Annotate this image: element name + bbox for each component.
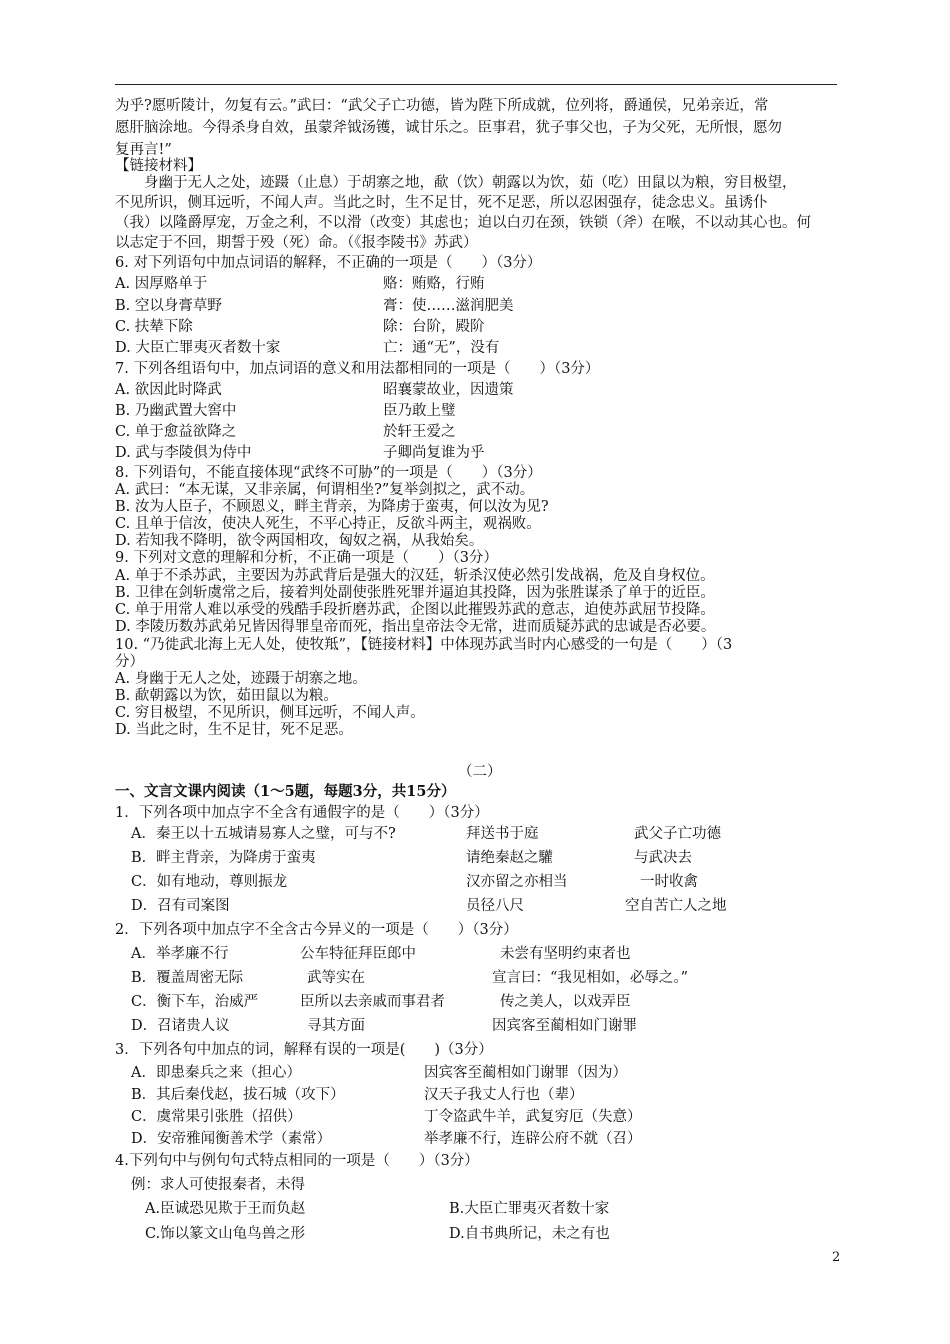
option-col3: 因宾客至蔺相如门谢罪 <box>492 1018 637 1034</box>
option-left: D. 大臣亡罪夷灭者数十家 <box>115 340 281 356</box>
option: A. 身幽于无人之处，迹蹑于胡寨之地。 <box>115 671 367 687</box>
link-material-title: 【链接材料】 <box>115 158 202 174</box>
option-right: 除：台阶，殿阶 <box>383 319 485 335</box>
option-col2: 公车特征拜臣郎中 <box>300 946 416 962</box>
question-stem: 分） <box>115 654 144 670</box>
option-col3: 空自苦亡人之地 <box>625 898 727 914</box>
option-col2: B.大臣亡罪夷灭者数十家 <box>449 1201 610 1217</box>
option: D. 李陵历数苏武弟兄皆因得罪皇帝而死，指出皇帝法令无常，进而质疑苏武的忠诚是否必要。 <box>115 619 716 635</box>
header-rule <box>115 84 837 85</box>
option: D. 若知我不降明，欲令两国相攻，匈奴之祸，从我始矣。 <box>115 533 484 549</box>
option-col3: 与武决去 <box>634 850 692 866</box>
option-col1: B．其后秦伐赵，拔石城（攻下） <box>131 1087 345 1103</box>
option-col1: B．畔主背亲，为降虏于蛮夷 <box>131 850 316 866</box>
option-col1: D．召有司案图 <box>131 898 230 914</box>
option-col1: C．如有地动，尊则振龙 <box>131 874 288 890</box>
option-col2: 臣所以去亲戚而事君者 <box>300 994 445 1010</box>
option-right: 臣乃敢上璧 <box>383 403 456 419</box>
text-line: 身幽于无人之处，迹蹑（止息）于胡寨之地，歃（饮）朝露以为饮，茹（吃）田鼠以为粮，穷目极望， <box>115 175 797 191</box>
option-col2: 汉天子我丈人行也（辈） <box>424 1087 584 1103</box>
option-col1: A.臣诚恐见欺于王而负赵 <box>145 1201 306 1217</box>
option: D. 当此之时，生不足甘，死不足恶。 <box>115 722 353 738</box>
option-col2: 拜送书于庭 <box>466 826 539 842</box>
option-col2: 因宾客至蔺相如门谢罪（因为） <box>424 1065 627 1081</box>
option: B. 歃朝露以为饮，茹田鼠以为粮。 <box>115 688 338 704</box>
option-right: 子卿尚复谁为乎 <box>383 445 485 461</box>
question-stem: 10. “乃徙武北海上无人处，使牧羝”，【链接材料】中体现苏武当时内心感受的一句是（ ）（3 <box>115 637 733 653</box>
question-stem: 6. 对下列语句中加点词语的解释，不正确的一项是（ ）（3分） <box>115 255 542 271</box>
option-col1: D．安帝雅闻衡善术学（素常） <box>131 1131 332 1147</box>
option-col2: 丁令盗武牛羊，武复穷厄（失意） <box>424 1109 642 1125</box>
text-line: 以志定于不回，期誓于殁（死）命。（《报李陵书》苏武） <box>115 235 478 251</box>
option-col2: 举孝廉不行，连辟公府不就（召） <box>424 1131 642 1147</box>
option-col2: 寻其方面 <box>307 1018 365 1034</box>
option-col1: A．即患秦兵之来（担心） <box>131 1065 301 1081</box>
example-sentence: 例：求人可使报秦者，未得 <box>131 1177 305 1193</box>
option-col3: 未尝有坚明约束者也 <box>500 946 631 962</box>
option-left: C. 单于愈益欲降之 <box>115 424 237 440</box>
text-line: 为乎?愿听陵计，勿复有云。”武曰：“武父子亡功德，皆为陛下所成就，位列将，爵通侯，兄弟亲近，常 <box>115 98 769 114</box>
option-col1: A．举孝廉不行 <box>131 946 229 962</box>
text-line: 愿肝脑涂地。今得杀身自效，虽蒙斧钺汤镬，诚甘乐之。臣事君，犹子事父也，子为父死，无所恨，愿勿 <box>115 120 782 136</box>
question-stem: 4.下列句中与例句句式特点相同的一项是（ ）（3分） <box>115 1153 479 1169</box>
question-stem: 3．下列各句中加点的词，解释有误的一项是( )（3分） <box>115 1042 493 1058</box>
option-left: C. 扶辇下除 <box>115 319 193 335</box>
option-right: 膏：使……滋润肥美 <box>383 298 514 314</box>
option: A. 单于不杀苏武，主要因为苏武背后是强大的汉廷，斩杀汉使必然引发战祸，危及自身权位。 <box>115 568 715 584</box>
option: C. 穷目极望，不见所识，侧耳远听，不闻人声。 <box>115 705 425 721</box>
option-left: A. 欲因此时降武 <box>115 382 222 398</box>
option-col2: D.自书典所记，未之有也 <box>449 1226 610 1242</box>
option: B. 卫律在剑斩虞常之后，接着判处副使张胜死罪并逼迫其投降，因为张胜谋杀了单于的近臣。 <box>115 585 715 601</box>
option-col2: 员径八尺 <box>466 898 524 914</box>
option-left: A. 因厚赂单于 <box>115 276 208 292</box>
option: C. 且单于信汝，使决人死生，不平心持正，反欲斗两主，观祸败。 <box>115 516 541 532</box>
option-col3: 一时收禽 <box>640 874 698 890</box>
text-line: （我）以隆爵厚宠，万金之利，不以滑（改变）其虑也；迫以白刃在颈，铁锁（斧）在喉，不以动其心也。何 <box>115 215 811 231</box>
option: B. 汝为人臣子，不顾恩义，畔主背亲，为降虏于蛮夷，何以汝为见? <box>115 499 549 515</box>
text-line: 复再言!” <box>115 142 172 158</box>
question-stem: 9. 下列对文意的理解和分析，不正确一项是（ ）（3分） <box>115 550 498 566</box>
option-col1: A．秦王以十五城请易寡人之璧，可与不? <box>131 826 396 842</box>
question-stem: 2．下列各项中加点字不全含古今异义的一项是（ ）（3分） <box>115 922 518 938</box>
option-col2: 汉亦留之亦相当 <box>466 874 568 890</box>
option-col2: 武等实在 <box>307 970 365 986</box>
option-right: 亡：通“无”，没有 <box>383 340 500 356</box>
option-right: 昭襄蒙故业，因遗策 <box>383 382 514 398</box>
option-col2: 请绝秦赵之驩 <box>466 850 553 866</box>
page-number: 2 <box>832 1250 841 1265</box>
option-right: 赂：贿赂，行贿 <box>383 276 485 292</box>
option-col1: C.饰以篆文山龟鸟兽之形 <box>145 1226 306 1242</box>
option-left: D. 武与李陵俱为侍中 <box>115 445 252 461</box>
section-title: （二） <box>458 764 502 780</box>
option-col3: 武父子亡功德 <box>634 826 721 842</box>
option-col1: C．衡下车，治威严 <box>131 994 259 1010</box>
text-line: 不见所识，侧耳远听，不闻人声。当此之时，生不足甘，死不足恶，所以忍困强存，徒念忠义。虽诱仆 <box>115 195 768 211</box>
option-col1: B．覆盖周密无际 <box>131 970 244 986</box>
question-stem: 7. 下列各组语句中，加点词语的意义和用法都相同的一项是（ ）（3分） <box>115 361 600 377</box>
question-stem: 1．下列各项中加点字不全含有通假字的是（ ）（3分） <box>115 805 489 821</box>
option-col1: C．虞常果引张胜（招供） <box>131 1109 302 1125</box>
option-left: B. 空以身膏草野 <box>115 298 222 314</box>
option-col3: 宣言曰：“我见相如，必辱之。” <box>492 970 689 986</box>
question-stem: 8. 下列语句，不能直接体现“武终不可胁”的一项是（ ）（3分） <box>115 465 542 481</box>
option-col1: D．召诸贵人议 <box>131 1018 230 1034</box>
option-right: 於轩王爱之 <box>383 424 456 440</box>
option-col3: 传之美人，以戏弄臣 <box>500 994 631 1010</box>
section-heading: 一、文言文课内阅读（1～5题，每题3分，共15分） <box>115 783 456 800</box>
option-left: B. 乃幽武置大窖中 <box>115 403 237 419</box>
option: A. 武曰：“本无谋，又非亲属，何谓相坐?”复举剑拟之，武不动。 <box>115 482 535 498</box>
option: C. 单于用常人难以承受的残酷手段折磨苏武，企图以此摧毁苏武的意志，迫使苏武屈节投降。 <box>115 602 715 618</box>
